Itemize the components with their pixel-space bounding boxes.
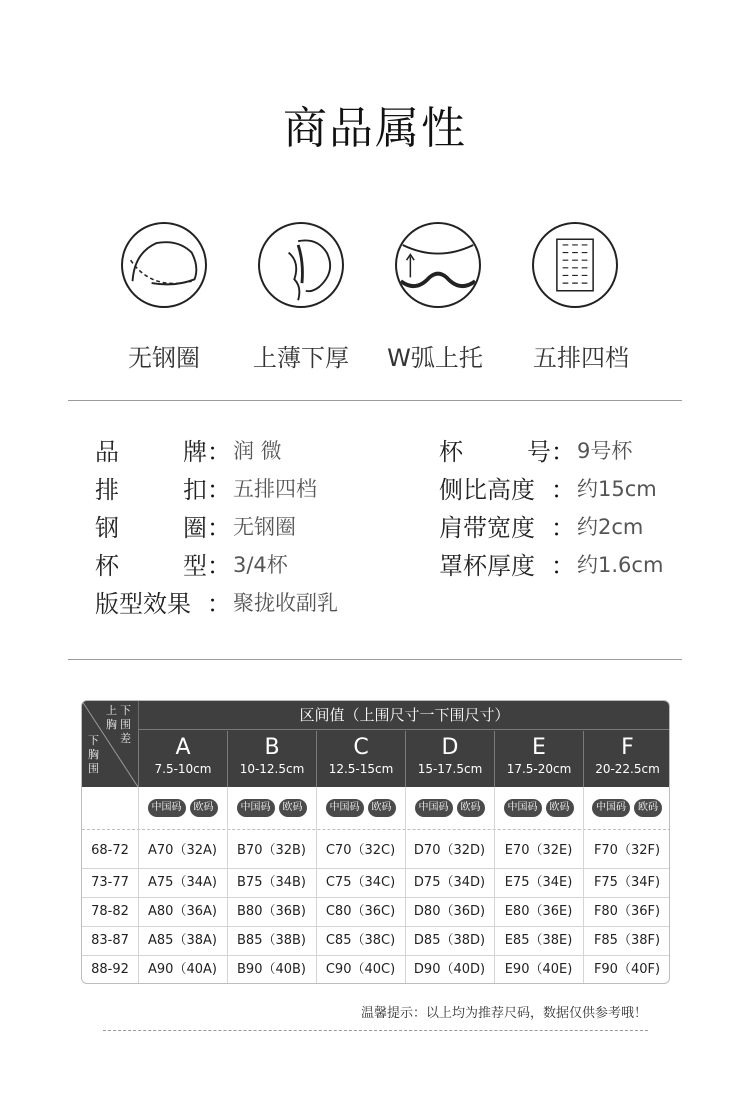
cup-range: 20-22.5cm — [595, 762, 660, 776]
attr-cup-number — [439, 432, 633, 467]
size-cell: F90（40F) — [593, 962, 661, 977]
cn-size-tag: 中国码 — [326, 799, 364, 817]
size-cell: D90（40D) — [413, 962, 486, 977]
size-cell: C85（38C) — [325, 933, 396, 948]
eu-size-tag: 欧码 — [190, 799, 218, 817]
cn-size-tag: 中国码 — [504, 799, 542, 817]
band-cell: 68-72 — [91, 843, 129, 858]
no-wire-bra-icon — [121, 222, 207, 308]
size-tag-pair — [583, 799, 670, 817]
eu-size-tag: 欧码 — [634, 799, 662, 817]
size-cell: A85（38A) — [148, 933, 217, 948]
corner-text: 下 — [88, 734, 99, 747]
attr-cup-type — [95, 546, 288, 581]
band-cell: 88-92 — [91, 962, 129, 977]
cup-range: 17.5-20cm — [506, 762, 572, 776]
size-cell: E90（40E) — [504, 962, 573, 977]
feature-label-hook-rows: 五排四档 — [533, 344, 629, 372]
size-cell: E75（34E) — [504, 875, 573, 890]
attr-key: 排 — [95, 476, 119, 504]
size-tag-pair — [138, 799, 227, 817]
attr-hook — [95, 470, 317, 505]
attr-cup-thickness — [439, 546, 664, 581]
attr-colon: ： — [551, 514, 575, 542]
table-row — [82, 837, 670, 866]
cn-size-tag: 中国码 — [237, 799, 275, 817]
thin-top-thick-bottom-icon — [258, 222, 344, 308]
attr-key: 型 — [183, 552, 207, 580]
size-note: 温馨提示：以上均为推荐尺码，数据仅供参考哦！ — [361, 1006, 648, 1021]
size-cell: A75（34A) — [148, 875, 217, 890]
attr-key: 牌 — [183, 438, 207, 466]
corner-text: 围 — [88, 762, 99, 775]
size-cell: C80（36C) — [325, 904, 396, 919]
attr-colon: ： — [207, 476, 231, 504]
attr-effect — [95, 584, 338, 619]
size-cell: F80（36F) — [593, 904, 661, 919]
cup-range: 15-17.5cm — [417, 762, 483, 776]
cup-range: 10-12.5cm — [239, 762, 305, 776]
divider-bottom — [68, 659, 682, 660]
size-tag-pair — [405, 799, 494, 817]
cup-header-e — [494, 731, 583, 787]
page-title: 商品属性 — [283, 103, 467, 154]
size-cell: B75（34B) — [237, 875, 306, 890]
cup-letter: C — [353, 735, 369, 760]
attr-key: 圈 — [183, 514, 207, 542]
size-cell: B70（32B) — [237, 843, 306, 858]
attr-colon: ： — [551, 438, 575, 466]
size-cell: D70（32D) — [413, 843, 486, 858]
cup-range: 12.5-15cm — [328, 762, 394, 776]
attr-value: 五排四档 — [233, 477, 317, 501]
size-cell: A70（32A) — [148, 843, 217, 858]
band-cell: 78-82 — [91, 904, 129, 919]
size-cell: A80（36A) — [148, 904, 217, 919]
size-table — [81, 700, 670, 984]
divider-top — [68, 400, 682, 401]
size-cell: F75（34F) — [593, 875, 661, 890]
cup-letter: F — [621, 735, 634, 760]
size-cell: F85（38F) — [593, 933, 661, 948]
attr-colon: ： — [207, 438, 231, 466]
size-cell: D85（38D) — [413, 933, 486, 948]
attr-value: 聚拢收副乳 — [233, 591, 338, 615]
attr-value: 无钢圈 — [233, 515, 296, 539]
attr-key: 杯 — [95, 552, 119, 580]
feature-label-thin-top: 上薄下厚 — [253, 344, 349, 372]
size-cell: C90（40C) — [325, 962, 396, 977]
size-tag-pair — [494, 799, 583, 817]
eu-size-tag: 欧码 — [457, 799, 485, 817]
band-cell: 83-87 — [91, 933, 129, 948]
range-title: 区间值（上围尺寸一下围尺寸） — [138, 701, 670, 730]
attr-key: 杯 — [439, 438, 463, 466]
attr-colon: ： — [551, 552, 575, 580]
cup-header-c — [316, 731, 405, 787]
corner-text: 差 — [120, 732, 131, 745]
attr-key: 肩带宽度 — [439, 514, 535, 542]
eu-size-tag: 欧码 — [279, 799, 307, 817]
attr-key: 版型效果 — [95, 590, 191, 618]
band-cell: 73-77 — [91, 875, 129, 890]
corner-text: 胸 — [88, 748, 99, 761]
attr-value: 润 微 — [233, 439, 282, 463]
attr-key: 品 — [95, 438, 119, 466]
attr-value: 约2cm — [577, 515, 644, 539]
cup-letter: E — [532, 735, 546, 760]
attr-key: 侧比高度 — [439, 476, 535, 504]
attr-colon: ： — [207, 552, 231, 580]
attr-key: 钢 — [95, 514, 119, 542]
cup-letter: A — [175, 735, 191, 760]
size-cell: D80（36D) — [413, 904, 486, 919]
cn-size-tag: 中国码 — [148, 799, 186, 817]
cup-header-d — [405, 731, 494, 787]
attr-side-height — [439, 470, 657, 505]
cup-letter: B — [264, 735, 280, 760]
cup-header-f — [583, 731, 670, 787]
size-cell: C75（34C) — [325, 875, 396, 890]
size-cell: B85（38B) — [237, 933, 306, 948]
feature-label-w-arc: W弧上托 — [387, 344, 483, 372]
attr-value: 9号杯 — [577, 439, 633, 463]
attr-value: 约15cm — [577, 477, 657, 501]
cn-size-tag: 中国码 — [415, 799, 453, 817]
dotted-divider — [103, 1030, 648, 1031]
size-tag-pair — [227, 799, 316, 817]
eu-size-tag: 欧码 — [546, 799, 574, 817]
attr-brand — [95, 432, 282, 467]
size-cell: E70（32E) — [504, 843, 573, 858]
table-row — [82, 955, 670, 984]
size-cell: A90（40A) — [148, 962, 217, 977]
attr-colon: ： — [207, 514, 231, 542]
corner-text: 围 — [120, 718, 131, 731]
size-cell: B80（36B) — [237, 904, 306, 919]
table-row — [82, 926, 670, 955]
attr-wire — [95, 508, 296, 543]
attr-strap-width — [439, 508, 644, 543]
eu-size-tag: 欧码 — [368, 799, 396, 817]
attr-key: 号 — [527, 438, 551, 466]
cup-header-b — [227, 731, 316, 787]
cup-letter: D — [441, 735, 459, 760]
feature-label-no-wire: 无钢圈 — [128, 344, 200, 372]
cn-size-tag: 中国码 — [592, 799, 630, 817]
size-cell: E80（36E) — [504, 904, 573, 919]
size-cell: C70（32C) — [325, 843, 396, 858]
attr-value: 约1.6cm — [577, 553, 664, 577]
corner-text: 下 — [120, 704, 131, 717]
hook-rows-icon — [532, 222, 618, 308]
size-tag-row — [82, 787, 670, 830]
table-row — [82, 868, 670, 897]
table-corner-header — [82, 701, 139, 787]
corner-text: 胸 — [106, 718, 117, 731]
size-cell: E85（38E) — [504, 933, 573, 948]
cup-header-a — [138, 731, 227, 787]
attr-value: 3/4杯 — [233, 553, 288, 577]
attr-key: 扣 — [183, 476, 207, 504]
size-cell: B90（40B) — [237, 962, 306, 977]
attr-colon: ： — [207, 590, 231, 618]
w-arc-lift-icon — [395, 222, 481, 308]
table-row — [82, 897, 670, 926]
size-cell: D75（34D) — [413, 875, 486, 890]
size-cell: F70（32F) — [593, 843, 661, 858]
cup-range: 7.5-10cm — [154, 762, 212, 776]
attr-colon: ： — [551, 476, 575, 504]
size-tag-pair — [316, 799, 405, 817]
corner-text: 上 — [106, 704, 117, 717]
attr-key: 罩杯厚度 — [439, 552, 535, 580]
